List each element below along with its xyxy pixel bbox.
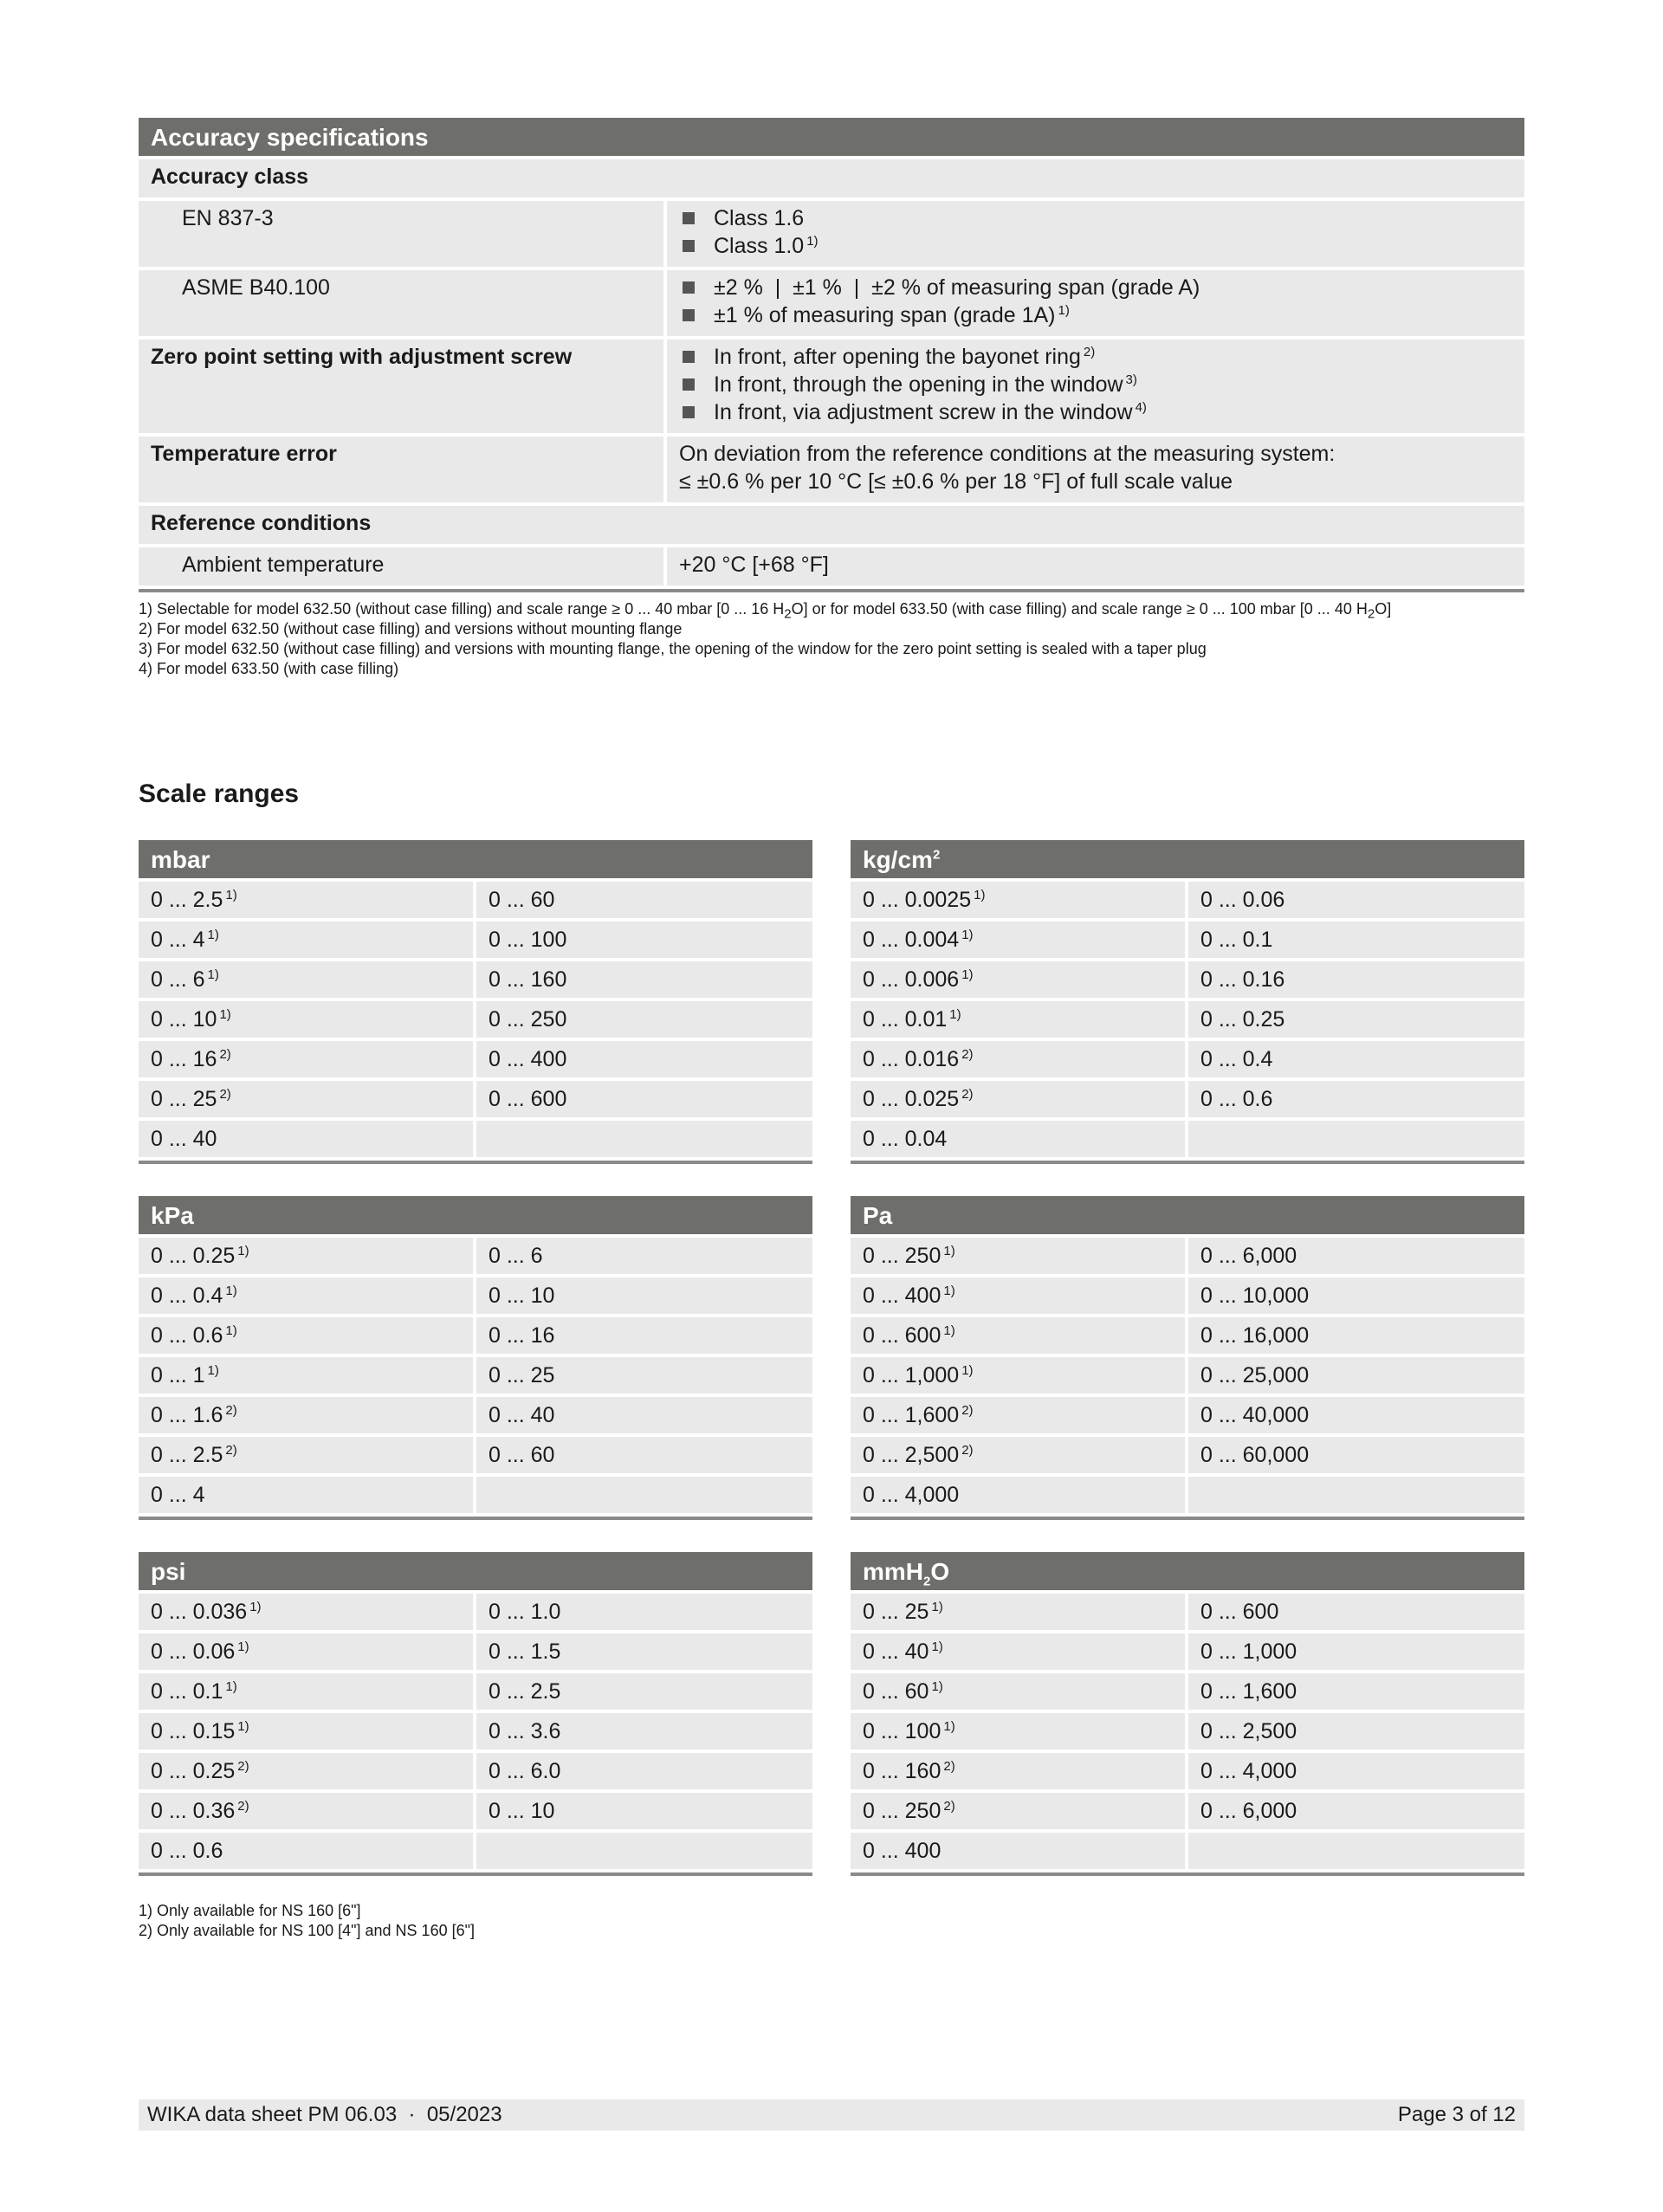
table-row (139, 1001, 812, 1038)
table-row (851, 1437, 1524, 1473)
ambient-temperature-label: Ambient temperature (139, 547, 663, 585)
scale-range-cell: 0 ... 160 (476, 961, 812, 998)
bullet-square-icon (683, 406, 695, 418)
scale-range-cell: 0 ... 0.16 (1188, 961, 1524, 998)
bullet-square-icon (683, 212, 695, 224)
scale-range-cell: 0 ... 0.006 $^{1)}$ (851, 961, 1185, 998)
scale-range-cell: 0 ... 1,000 (1188, 1633, 1524, 1670)
scale-table-header: Pa (851, 1196, 1524, 1234)
scale-table-header: kPa (139, 1196, 812, 1234)
scale-ranges-title: Scale ranges (139, 779, 300, 808)
table-row (851, 1397, 1524, 1433)
table-row (851, 1277, 1524, 1314)
scale-range-cell: 0 ... 400 (476, 1041, 812, 1077)
scale-range-cell: 0 ... 0.06 $^{1)}$ (139, 1633, 473, 1670)
bullet-square-icon (683, 351, 695, 363)
table-row (139, 1713, 812, 1750)
asme-row (139, 270, 1524, 336)
reference-conditions-label: Reference conditions (139, 506, 1524, 544)
table-row (139, 1357, 812, 1394)
table-row (139, 1121, 812, 1157)
scale-range-cell: 0 ... 0.36 $^{2)}$ (139, 1793, 473, 1829)
table-row (851, 1833, 1524, 1869)
scale-range-cell: 0 ... 25 $^{2)}$ (139, 1081, 473, 1117)
table-row (851, 1753, 1524, 1789)
scale-range-cell (1188, 1477, 1524, 1513)
scale-range-cell (476, 1121, 812, 1157)
table-row (851, 1633, 1524, 1670)
scale-table-header: $kg/cm^2$ (851, 840, 1524, 878)
temperature-error-line-1: On deviation from the reference conditions at the measuring system: (679, 442, 1336, 466)
scale-range-cell: 0 ... 160 $^{2)}$ (851, 1753, 1185, 1789)
table-row (851, 1793, 1524, 1829)
scale-range-cell: 0 ... 60 (476, 882, 812, 918)
table-row (851, 1713, 1524, 1750)
table-row (139, 1277, 812, 1314)
table-bottom-rule (139, 1872, 812, 1876)
table-row (139, 1594, 812, 1630)
scale-footnotes (139, 1901, 475, 1941)
temperature-error-line-2: ≤ ±0.6 % per 10 °C [≤ ±0.6 % per 18 °F] of full scale value (679, 469, 1233, 494)
scale-range-cell: 0 ... 4,000 (851, 1477, 1185, 1513)
scale-range-cell: 0 ... 0.0025 $^{1)}$ (851, 882, 1185, 918)
scale-range-cell: 0 ... 0.15 $^{1)}$ (139, 1713, 473, 1750)
accuracy-footnote-3: 3) For model 632.50 (without case filling) and versions with mounting flange, the opening of the window for the zero point setting is sealed with a taper plug (139, 640, 1207, 657)
temperature-error-row (139, 437, 1524, 502)
scale-range-cell: 0 ... 16 (476, 1317, 812, 1354)
table-row (851, 1041, 1524, 1077)
scale-range-cell: 0 ... 1.5 (476, 1633, 812, 1670)
table-row (851, 1317, 1524, 1354)
scale-range-cell: 0 ... 0.4 $^{1)}$ (139, 1277, 473, 1314)
table-bottom-rule (139, 589, 1524, 592)
scale-range-cell: 0 ... 60 (476, 1437, 812, 1473)
scale-range-cell: 0 ... 4 (139, 1477, 473, 1513)
table-row (139, 1041, 812, 1077)
ambient-temperature-row (139, 547, 1524, 585)
scale-range-cell: 0 ... 4,000 (1188, 1753, 1524, 1789)
scale-range-cell: 0 ... 0.01 $^{1)}$ (851, 1001, 1185, 1038)
scale-range-cell: 0 ... 60,000 (1188, 1437, 1524, 1473)
scale-footnote-1: 1) Only available for NS 160 [6"] (139, 1902, 361, 1919)
scale-table-mmh2o (851, 1552, 1524, 1876)
scale-range-cell: 0 ... 1,600 (1188, 1673, 1524, 1710)
table-row (139, 1238, 812, 1274)
scale-range-cell: 0 ... 0.06 (1188, 882, 1524, 918)
table-row (139, 1081, 812, 1117)
table-row (139, 1317, 812, 1354)
scale-table-mbar (139, 840, 812, 1164)
table-bottom-rule (139, 1517, 812, 1520)
scale-range-cell: 0 ... 100 $^{1)}$ (851, 1713, 1185, 1750)
scale-range-cell: 0 ... 0.04 (851, 1121, 1185, 1157)
table-row (851, 961, 1524, 998)
page-footer (139, 2099, 1524, 2131)
scale-range-cell: 0 ... 0.004 $^{1)}$ (851, 922, 1185, 958)
en837-item-1: Class 1.6 (714, 206, 805, 230)
accuracy-footnote-4: 4) For model 633.50 (with case filling) (139, 660, 399, 677)
scale-range-cell: 0 ... 1 $^{1)}$ (139, 1357, 473, 1394)
footer-document-id: WIKA data sheet PM 06.03 · 05/2023 (147, 2103, 502, 2126)
scale-range-cell: 0 ... 4 $^{1)}$ (139, 922, 473, 958)
scale-range-cell: 0 ... 0.025 $^{2)}$ (851, 1081, 1185, 1117)
scale-table-kpa (139, 1196, 812, 1520)
scale-range-cell: 0 ... 40 (139, 1121, 473, 1157)
scale-range-cell: 0 ... 3.6 (476, 1713, 812, 1750)
table-row (851, 922, 1524, 958)
table-row (851, 1477, 1524, 1513)
table-row (139, 922, 812, 958)
table-row (139, 1437, 812, 1473)
scale-range-cell: 0 ... 0.1 $^{1)}$ (139, 1673, 473, 1710)
scale-range-cell: 0 ... 6 (476, 1238, 812, 1274)
asme-item-2: ±1 % of measuring span (grade 1A) $^{1)}$ (714, 302, 1070, 327)
asme-label: ASME B40.100 (139, 270, 663, 336)
scale-range-cell: 0 ... 2.5 $^{2)}$ (139, 1437, 473, 1473)
table-bottom-rule (851, 1517, 1524, 1520)
scale-range-cell: 0 ... 600 (476, 1081, 812, 1117)
scale-range-cell: 0 ... 1,600 $^{2)}$ (851, 1397, 1185, 1433)
scale-range-cell: 0 ... 40 $^{1)}$ (851, 1633, 1185, 1670)
scale-range-cell: 0 ... 0.25 $^{2)}$ (139, 1753, 473, 1789)
scale-range-cell: 0 ... 400 $^{1)}$ (851, 1277, 1185, 1314)
table-row (139, 882, 812, 918)
scale-range-cell: 0 ... 0.25 (1188, 1001, 1524, 1038)
table-row (139, 1633, 812, 1670)
accuracy-specifications-table (139, 118, 1524, 592)
table-row (851, 1357, 1524, 1394)
temperature-error-label: Temperature error (139, 437, 663, 502)
en837-item-2: Class 1.0 $^{1)}$ (714, 233, 819, 258)
table-row (851, 882, 1524, 918)
table-row (139, 1673, 812, 1710)
accuracy-header: Accuracy specifications (139, 118, 1524, 156)
scale-range-cell: 0 ... 0.4 (1188, 1041, 1524, 1077)
scale-range-cell (476, 1477, 812, 1513)
scale-range-cell: 0 ... 2.5 (476, 1673, 812, 1710)
table-bottom-rule (139, 1161, 812, 1164)
scale-range-cell: 0 ... 10 (476, 1793, 812, 1829)
scale-range-cell: 0 ... 25 $^{1)}$ (851, 1594, 1185, 1630)
scale-range-cell (1188, 1833, 1524, 1869)
zero-point-label: Zero point setting with adjustment screw (139, 340, 663, 433)
scale-range-cell: 0 ... 400 (851, 1833, 1185, 1869)
scale-range-cell: 0 ... 10 (476, 1277, 812, 1314)
table-row (139, 1397, 812, 1433)
scale-range-cell: 0 ... 2,500 (1188, 1713, 1524, 1750)
table-row (851, 1673, 1524, 1710)
scale-range-cell (476, 1833, 812, 1869)
zero-item-2: In front, through the opening in the window $^{3)}$ (714, 372, 1137, 397)
table-row (139, 1753, 812, 1789)
scale-range-cell: 0 ... 0.6 (139, 1833, 473, 1869)
scale-range-cell: 0 ... 250 $^{2)}$ (851, 1793, 1185, 1829)
bullet-square-icon (683, 378, 695, 391)
scale-table-header: mmH$_2$O (851, 1552, 1524, 1590)
scale-range-cell: 0 ... 16,000 (1188, 1317, 1524, 1354)
scale-range-cell: 0 ... 10 $^{1)}$ (139, 1001, 473, 1038)
accuracy-class-label: Accuracy class (139, 159, 1524, 197)
scale-range-cell: 0 ... 40,000 (1188, 1397, 1524, 1433)
scale-range-cell: 0 ... 2.5 $^{1)}$ (139, 882, 473, 918)
scale-range-cell: 0 ... 0.6 $^{1)}$ (139, 1317, 473, 1354)
scale-range-cell: 0 ... 60 $^{1)}$ (851, 1673, 1185, 1710)
scale-range-cell: 0 ... 16 $^{2)}$ (139, 1041, 473, 1077)
scale-table-header: mbar (139, 840, 812, 878)
table-row (139, 961, 812, 998)
scale-range-cell: 0 ... 25,000 (1188, 1357, 1524, 1394)
table-row (139, 1793, 812, 1829)
scale-range-cell: 0 ... 250 (476, 1001, 812, 1038)
table-row (851, 1121, 1524, 1157)
scale-range-cell: 0 ... 1.0 (476, 1594, 812, 1630)
bullet-square-icon (683, 240, 695, 252)
scale-range-cell: 0 ... 1.6 $^{2)}$ (139, 1397, 473, 1433)
footer-page-number: Page 3 of 12 (1397, 2103, 1516, 2126)
bullet-square-icon (683, 309, 695, 321)
scale-range-cell: 0 ... 6,000 (1188, 1793, 1524, 1829)
scale-range-cell: 0 ... 600 (1188, 1594, 1524, 1630)
table-row (851, 1001, 1524, 1038)
scale-range-cell: 0 ... 600 $^{1)}$ (851, 1317, 1185, 1354)
scale-range-cell: 0 ... 0.6 (1188, 1081, 1524, 1117)
scale-range-cell: 0 ... 10,000 (1188, 1277, 1524, 1314)
table-bottom-rule (851, 1161, 1524, 1164)
en837-label: EN 837-3 (139, 201, 663, 267)
scale-range-cell: 0 ... 0.25 $^{1)}$ (139, 1238, 473, 1274)
scale-range-cell: 0 ... 6.0 (476, 1753, 812, 1789)
ambient-temperature-value: +20 °C [+68 °F] (667, 547, 1524, 585)
scale-table-psi (139, 1552, 812, 1876)
zero-point-row (139, 340, 1524, 433)
scale-range-cell: 0 ... 25 (476, 1357, 812, 1394)
table-bottom-rule (851, 1872, 1524, 1876)
scale-range-cell: 0 ... 0.036 $^{1)}$ (139, 1594, 473, 1630)
scale-range-cell: 0 ... 100 (476, 922, 812, 958)
scale-range-cell: 0 ... 40 (476, 1397, 812, 1433)
scale-range-cell: 0 ... 6 $^{1)}$ (139, 961, 473, 998)
scale-range-cell: 0 ... 250 $^{1)}$ (851, 1238, 1185, 1274)
en837-row (139, 201, 1524, 267)
scale-footnote-2: 2) Only available for NS 100 [4"] and NS 160 [6"] (139, 1922, 475, 1939)
accuracy-footnotes (139, 599, 1391, 679)
scale-range-cell: 0 ... 2,500 $^{2)}$ (851, 1437, 1185, 1473)
table-row (851, 1594, 1524, 1630)
table-row (139, 1833, 812, 1869)
scale-table-pa (851, 1196, 1524, 1520)
table-row (139, 1477, 812, 1513)
scale-range-cell (1188, 1121, 1524, 1157)
asme-item-1: ±2 % | ±1 % | ±2 % of measuring span (grade A) (714, 275, 1200, 300)
accuracy-footnote-1: 1) Selectable for model 632.50 (without case filling) and scale range ≥ 0 ... 40 mbar [0 ... 16 $H_2O$] or for model 633.50 (with case filling) and scale range ≥ 0 ... 100 mbar [0 ... 40 $H_2O$] (139, 600, 1392, 622)
scale-range-cell: 0 ... 1,000 $^{1)}$ (851, 1357, 1185, 1394)
zero-item-3: In front, via adjustment screw in the window $^{4)}$ (714, 399, 1147, 424)
scale-range-cell: 0 ... 6,000 (1188, 1238, 1524, 1274)
accuracy-footnote-2: 2) For model 632.50 (without case filling) and versions without mounting flange (139, 620, 683, 637)
table-row (851, 1081, 1524, 1117)
zero-item-1: In front, after opening the bayonet ring $^{2)}$ (714, 344, 1096, 369)
scale-table-header: psi (139, 1552, 812, 1590)
scale-range-cell: 0 ... 0.016 $^{2)}$ (851, 1041, 1185, 1077)
bullet-square-icon (683, 281, 695, 294)
scale-range-cell: 0 ... 0.1 (1188, 922, 1524, 958)
scale-table-kgcm2 (851, 840, 1524, 1164)
table-row (851, 1238, 1524, 1274)
